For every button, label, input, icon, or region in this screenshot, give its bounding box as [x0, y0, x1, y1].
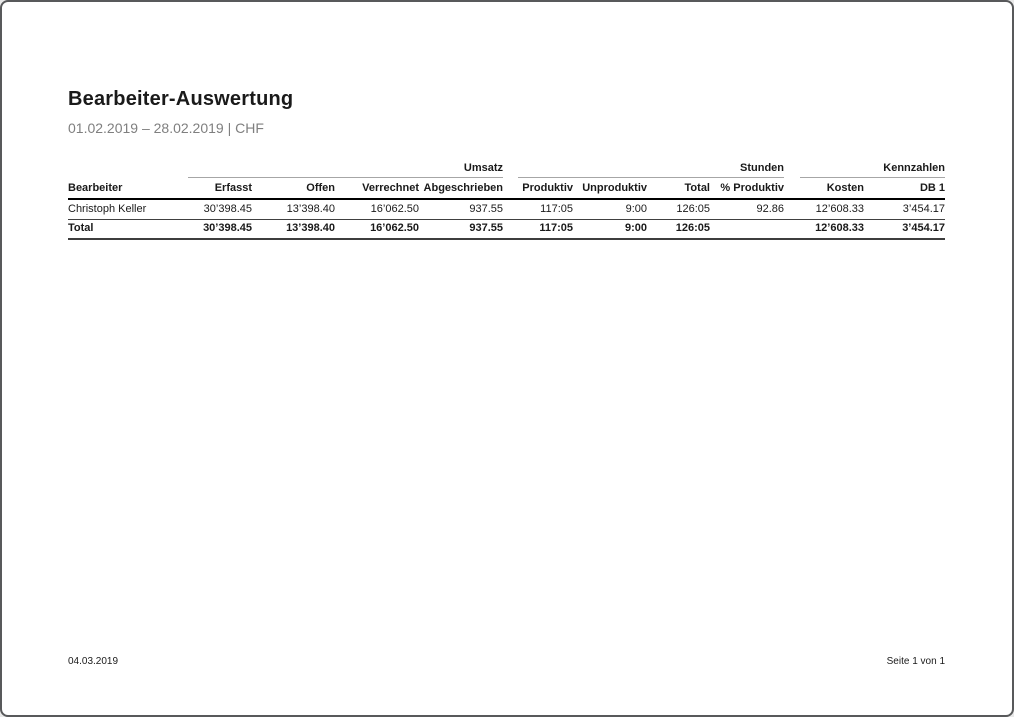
column-header-offen: Offen — [252, 178, 335, 199]
total-abgeschrieben: 937.55 — [419, 219, 503, 239]
column-header-row — [68, 178, 945, 199]
column-header-bearbeiter: Bearbeiter — [68, 178, 188, 199]
cell-unproduktiv: 9:00 — [573, 199, 647, 219]
report-date-range: 01.02.2019 – 28.02.2019 | CHF — [68, 120, 264, 136]
column-group-stunden-cell — [503, 160, 784, 178]
total-stunden-total: 126:05 — [647, 219, 710, 239]
column-group-kennzahlen-cell — [784, 160, 945, 178]
column-group-umsatz-cell — [188, 160, 503, 178]
column-group-kennzahlen — [800, 162, 945, 178]
column-header-abgeschrieben: Abgeschrieben — [419, 178, 503, 199]
group-label-stunden: Stunden — [740, 162, 784, 174]
column-group-umsatz — [188, 162, 503, 178]
table-row — [68, 199, 945, 219]
column-header-produktiv: Produktiv — [503, 178, 573, 199]
cell-abgeschrieben: 937.55 — [419, 199, 503, 219]
cell-bearbeiter-name: Christoph Keller — [68, 199, 188, 219]
cell-verrechnet: 16’062.50 — [335, 199, 419, 219]
column-header-verrechnet: Verrechnet — [335, 178, 419, 199]
footer-page-number: Seite 1 von 1 — [886, 656, 945, 667]
cell-offen: 13’398.40 — [252, 199, 335, 219]
column-header-db1: DB 1 — [864, 178, 945, 199]
cell-erfasst: 30’398.45 — [188, 199, 252, 219]
group-label-kennzahlen: Kennzahlen — [883, 162, 946, 174]
cell-prozent-produktiv: 92.86 — [710, 199, 784, 219]
column-header-total: Total — [647, 178, 710, 199]
cell-produktiv: 117:05 — [503, 199, 573, 219]
cell-kosten: 12’608.33 — [784, 199, 864, 219]
footer-print-date: 04.03.2019 — [68, 656, 119, 667]
total-prozent-produktiv — [710, 219, 784, 239]
total-unproduktiv: 9:00 — [573, 219, 647, 239]
bearbeiter-table — [68, 160, 945, 240]
total-erfasst: 30’398.45 — [188, 219, 252, 239]
total-verrechnet: 16’062.50 — [335, 219, 419, 239]
total-offen: 13’398.40 — [252, 219, 335, 239]
group-label-umsatz: Umsatz — [463, 162, 503, 174]
column-group-stunden — [518, 162, 784, 178]
column-group-row — [68, 160, 945, 178]
column-header-prozent-produktiv: % Produktiv — [710, 178, 784, 199]
column-header-erfasst: Erfasst — [188, 178, 252, 199]
cell-stunden-total: 126:05 — [647, 199, 710, 219]
column-header-unproduktiv: Unproduktiv — [573, 178, 647, 199]
table-total-row — [68, 219, 945, 239]
total-label: Total — [68, 219, 188, 239]
page-title: Bearbeiter-Auswertung — [68, 88, 294, 110]
column-header-kosten: Kosten — [784, 178, 864, 199]
group-spacer — [68, 160, 188, 178]
cell-db1: 3’454.17 — [864, 199, 945, 219]
total-db1: 3’454.17 — [864, 219, 945, 239]
total-kosten: 12’608.33 — [784, 219, 864, 239]
total-produktiv: 117:05 — [503, 219, 573, 239]
